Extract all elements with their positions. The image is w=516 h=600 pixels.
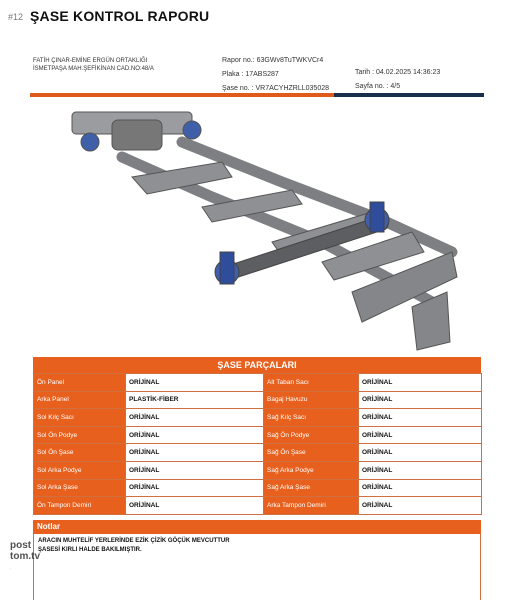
part-status: ORİJİNAL	[126, 497, 264, 515]
part-name: Sol Kılç Sacı	[34, 409, 126, 427]
tarih: Tarih : 04.02.2025 14:36:23	[355, 69, 441, 76]
brand-watermark-logo: post tom.tv .	[10, 540, 40, 570]
report-meta-right	[355, 66, 440, 94]
parts-row	[34, 497, 482, 515]
part-status: ORİJİNAL	[126, 444, 264, 462]
parts-row	[34, 374, 482, 392]
sayfa-no: Sayfa no. : 4/5	[355, 83, 401, 90]
header-divider	[30, 93, 484, 97]
part-name: Alt Taban Sacı	[264, 374, 359, 392]
part-status: ORİJİNAL	[126, 426, 264, 444]
parts-row	[34, 479, 482, 497]
part-name: Bagaj Havuzu	[264, 391, 359, 409]
parts-table	[33, 373, 482, 515]
part-status: ORİJİNAL	[359, 497, 482, 515]
plaka: Plaka : 17ABS287	[222, 71, 279, 78]
chassis-image	[52, 102, 460, 352]
rapor-no: Rapor no.: 63GWv8TuTWKVCr4	[222, 57, 324, 64]
part-status: ORİJİNAL	[126, 461, 264, 479]
part-status: ORİJİNAL	[359, 391, 482, 409]
note-line-1: ARACIN MUHTELİF YERLERİNDE EZİK ÇİZİK GÖÇÜK MEVCUTTUR	[38, 538, 230, 544]
part-status: ORİJİNAL	[126, 479, 264, 497]
part-status: ORİJİNAL	[359, 426, 482, 444]
part-name: Ön Tampon Demiri	[34, 497, 126, 515]
company-info	[33, 57, 154, 73]
header-divider-dark	[334, 93, 484, 97]
part-name: Sol Arka Şase	[34, 479, 126, 497]
parts-row	[34, 391, 482, 409]
parts-row	[34, 409, 482, 427]
notes-body	[33, 534, 481, 600]
note-line-2: ŞASESİ KIRLI HALDE BAKILMIŞTIR.	[38, 547, 142, 553]
part-status: ORİJİNAL	[359, 461, 482, 479]
company-name: FATİH ÇINAR-EMİNE ERGÜN ORTAKLIĞI	[33, 58, 148, 64]
part-status: ORİJİNAL	[359, 409, 482, 427]
notes-title: Notlar	[33, 520, 481, 534]
part-name: Arka Panel	[34, 391, 126, 409]
part-status: ORİJİNAL	[359, 444, 482, 462]
sase-no: Şase no. : VR7ACYHZRLL035028	[222, 85, 330, 92]
part-status: PLASTİK-FİBER	[126, 391, 264, 409]
parts-section-title: ŞASE PARÇALARI	[33, 357, 481, 373]
parts-row	[34, 426, 482, 444]
part-name: Sağ Ön Podye	[264, 426, 359, 444]
part-status: ORİJİNAL	[359, 374, 482, 392]
part-name: Sol Arka Podye	[34, 461, 126, 479]
parts-row	[34, 461, 482, 479]
part-name: Sol Ön Şase	[34, 444, 126, 462]
report-meta-left	[222, 54, 329, 96]
part-name: Ön Panel	[34, 374, 126, 392]
part-status: ORİJİNAL	[126, 374, 264, 392]
part-name: Sağ Arka Şase	[264, 479, 359, 497]
part-name: Sağ Arka Podye	[264, 461, 359, 479]
company-address: İSMETPAŞA MAH.ŞEFİKİNAN CAD.NO:48/A	[33, 66, 154, 72]
page-id: #12	[8, 12, 24, 22]
part-name: Sol Ön Podye	[34, 426, 126, 444]
report-title: ŞASE KONTROL RAPORU	[30, 8, 210, 24]
part-name: Sağ Ön Şase	[264, 444, 359, 462]
part-status: ORİJİNAL	[126, 409, 264, 427]
part-name: Arka Tampon Demiri	[264, 497, 359, 515]
part-name: Sağ Kılç Sacı	[264, 409, 359, 427]
part-status: ORİJİNAL	[359, 479, 482, 497]
parts-row	[34, 444, 482, 462]
